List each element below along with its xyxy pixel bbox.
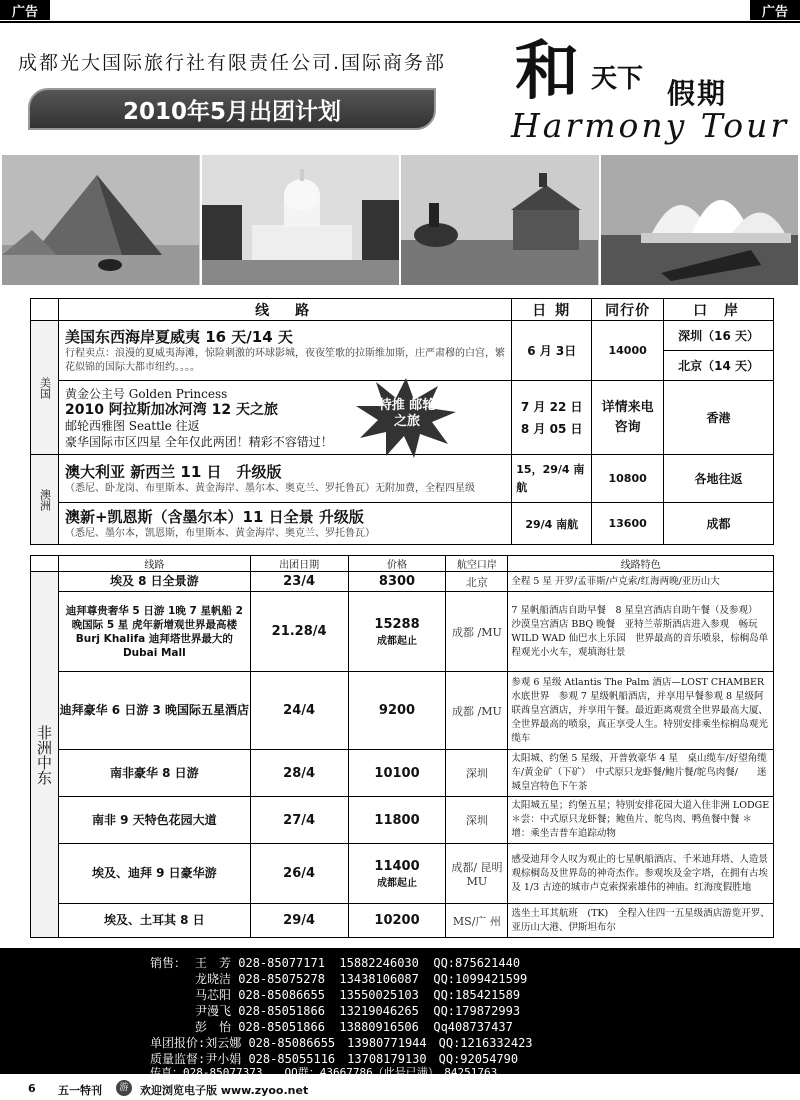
qq-group: QQ群：43667786（此号已满） 84251763 [284,1066,498,1079]
date-cell: 28/4 [250,750,348,797]
staff-mobile: 13880916506 [339,1020,419,1034]
date-cell: 29/4 南航 [512,503,592,545]
price-cell: 10200 [348,904,446,938]
price-cell: 11800 [348,797,446,844]
route-desc: （悉尼、墨尔本，凯恩斯，布里斯本、黄金海岸、奥克兰、罗托鲁瓦） [64,528,375,539]
header-airline-port: 航空口岸 [446,556,508,572]
staff-tel: 028-85086655 [238,988,325,1002]
staff-name: 马芯阳 [195,988,232,1002]
date-cell: 27/4 [250,797,348,844]
date-cell: 23/4 [250,572,348,592]
date-cell: 21.28/4 [250,592,348,672]
route-title: 澳新+凯恩斯（含墨尔本）11 日全景 升级版 [64,508,364,526]
region-usa: 美国 [31,321,59,455]
price-cell: 14000 [592,321,664,381]
staff-qq: Qq408737437 [433,1020,513,1034]
route-aus-cairns [58,503,511,545]
price-cell: 9200 [348,672,446,750]
header-price: 同行价 [592,299,664,321]
port-cell: 成都/ 昆明 MU [446,844,508,904]
staff-qq: QQ:179872993 [433,1004,521,1018]
port-cell: 成都 [664,503,774,545]
port-cell: 北京（14 天） [664,351,774,381]
table-africa-mideast [30,555,779,938]
price-cell: 详情来电咨询 [592,381,664,455]
ad-label-left: 广告 [0,0,50,20]
schedule-banner: 2010年5月出团计划 [28,88,436,130]
pyramid-photo [2,155,200,285]
staff-name: 彭 怡 [195,1020,232,1034]
features-cell: 感受迪拜令人叹为观止的七星帆船酒店、千米迪拜塔、人造景观棕榈岛及世界岛的神奇杰作。参观埃及金字塔，在拥有古埃及 1/3 古迹的城市卢克索探索雄伟的神庙。红海度假胜地 [508,844,774,904]
route-line: 邮轮西雅图 Seattle 往返 [64,418,200,433]
date-line: 7 月 22 日 [520,399,583,414]
price-note: 成都起止 [377,877,418,889]
price-cell: 13600 [592,503,664,545]
starburst-text: 特推 邮轮之旅 [378,398,436,429]
route-title: 2010 阿拉斯加冰河湾 12 天之旅 [64,401,279,418]
staff-tel: 028-85051866 [238,1004,325,1018]
logo-he: 和 [515,34,579,109]
staff-tel: 028-85075278 [238,972,325,986]
staff-mobile: 13438106087 [339,972,419,986]
ship-name: 黄金公主号 Golden Princess [64,386,228,401]
header-date: 日 期 [512,299,592,321]
staff-qq: QQ:185421589 [433,988,521,1002]
port-cell: 深圳 [446,797,508,844]
capitol-photo [202,155,400,285]
staff-name: 龙晓洁 [195,972,232,986]
route-title: 美国东西海岸夏威夷 16 天/14 天 [64,328,293,346]
route-usa-coast [58,321,511,381]
route-desc: 行程卖点：浪漫的夏威夷海滩，惊险刺激的环球影城，夜夜笙歌的拉斯维加斯，庄严肃穆的白宫，繁花似锦的国际大都市纽约。。。。 [64,348,505,373]
port-cell: 北京 [446,572,508,592]
route-name: 埃及、迪拜 9 日豪华游 [58,844,250,904]
route-name: 埃及、土耳其 8 日 [58,904,250,938]
date-cell: 15，29/4 南航 [512,455,592,503]
featured-cruise-starburst [356,378,456,458]
company-name: 成都光大国际旅行社有限责任公司.国际商务部 [18,52,447,74]
opera-house-photo [601,155,799,285]
harmony-tour-logo [505,20,795,155]
zyoo-logo-icon: 游 [116,1080,132,1096]
date-cell: 26/4 [250,844,348,904]
sales-contacts [0,948,800,1079]
ranch-photo [401,155,599,285]
route-name: 埃及 8 日全景游 [58,572,250,592]
route-name: 迪拜豪华 6 日游 3 晚国际五星酒店 [58,672,250,750]
photo-strip [2,155,798,285]
header-route: 线路 [58,556,250,572]
price-cell: 10800 [592,455,664,503]
port-cell: 香港 [664,381,774,455]
staff-row [195,1002,520,1019]
price-cell [348,592,446,672]
features-cell: 太阳城五星；约堡五星；特别安排花园大道入住非洲 LODGE ＊尝：中式原只龙虾餐；鲍鱼片、鸵鸟肉、鸭鱼餐中餐 ＊增：乘坐吉普车追踪动物 [508,797,774,844]
route-name: 迪拜尊贵奢华 5 日游 1晚 7 星帆船 2 晚国际 5 星 虎年新增观世界最高楼 Burj Khalifa 迪拜塔世界最大的 Dubai Mall [58,592,250,672]
features-cell: 参观 6 星级 Atlantis The Palm 酒店—LOST CHAMBER 水底世界 参观 7 星级帆船酒店，并享用早餐参观 8 星级阿联酋皇宫酒店，并享用午餐。最近距离观赏全世界最高大厦、全世界最高的喷泉，真正享受人生。特别安排乘坐棕榈岛观光缆车 [508,672,774,750]
website-link[interactable]: 欢迎浏览电子版 www.zyoo.net [140,1084,309,1097]
price-note: 成都起止 [377,635,418,647]
ad-label-right: 广告 [750,0,800,20]
staff-row [195,1018,513,1035]
price-value: 11400 [374,858,420,874]
price-cell: 8300 [348,572,446,592]
features-cell: 7 星帆船酒店自助早餐 8 星皇宫酒店自助午餐（及参观） 沙漠皇宫酒店 BBQ 晚餐 亚特兰蒂斯酒店进入参观 畅玩 WILD WAD 仙巴水上乐园 世界最高的音乐喷泉，棕榈岛单程观光小火车，观填海壮景 [508,592,774,672]
staff-row [195,970,527,987]
features-cell: 太阳城、约堡 5 星级、开普敦豪华 4 星 桌山缆车/好望角缆车/黄金矿（下矿） 中式原只龙虾餐/鲍片餐/鸵鸟肉餐/ 迷城皇宫特色下午茶 [508,750,774,797]
route-line: 豪华国际市区四星 全年仅此两团！精彩不容错过！ [64,434,333,449]
header-port: 口 岸 [664,299,774,321]
region-australia: 澳洲 [31,455,59,545]
logo-holiday: 假期 [667,77,728,110]
staff-row [195,954,520,971]
staff-tel: 028-85051866 [238,1020,325,1034]
logo-tianxia: 天下 [591,64,644,94]
date-cell: 6 月 3日 [512,321,592,381]
header-date: 出团日期 [250,556,348,572]
region-africa-mideast: 非洲中东 [31,572,59,938]
staff-name: 王 芳 [195,956,232,970]
route-name: 南非 9 天特色花园大道 [58,797,250,844]
staff-name: 尹漫飞 [195,1004,232,1018]
staff-mobile: 13219046265 [339,1004,419,1018]
quality-supervision: 质量监督:尹小娟 028-85055116 13708179130 QQ:92054790 [150,1052,519,1066]
port-cell: 各地往返 [664,455,774,503]
date-cell: 24/4 [250,672,348,750]
staff-qq: QQ:1099421599 [433,972,528,986]
price-value: 15288 [374,616,420,632]
features-cell: 选坐土耳其航班 (TK) 全程入住四一五星级酒店游览开罗、亚历山大港、伊斯坦布尔 [508,904,774,938]
page-number: 6 [28,1082,36,1095]
port-cell: MS/广 州 [446,904,508,938]
date-line: 8 月 05 日 [520,421,583,436]
port-cell: 成都 /MU [446,672,508,750]
price-cell: 10100 [348,750,446,797]
header-features: 线路特色 [508,556,774,572]
sales-label: 销售： [150,956,187,970]
port-cell: 深圳（16 天） [664,321,774,351]
price-cell [348,844,446,904]
features-cell: 全程 5 星 开罗/孟菲斯/卢克索/红海两晚/亚历山大 [508,572,774,592]
cell-blank [31,556,59,572]
header-route: 线 路 [58,299,511,321]
staff-qq: QQ:875621440 [433,956,521,970]
staff-tel: 028-85077171 [238,956,325,970]
port-cell: 深圳 [446,750,508,797]
route-title: 澳大利亚 新西兰 11 日 升级版 [64,463,282,481]
logo-english: Harmony Tour [511,106,790,145]
staff-mobile: 13550025103 [339,988,419,1002]
magazine-issue: 五一特刊 [58,1084,102,1097]
group-quote: 单团报价:刘云娜 028-85086655 13980771944 QQ:1216332423 [150,1036,533,1050]
route-aus-nz [58,455,511,503]
fax: 传真：028-85077373 [150,1066,263,1079]
route-desc: （悉尼、卧龙岗、布里斯本、黄金海岸、墨尔本、奥克兰、罗托鲁瓦）无附加费，全程四星级 [64,483,475,494]
page-footer [0,1078,800,1100]
port-cell: 成都 /MU [446,592,508,672]
header-price: 价格 [348,556,446,572]
staff-mobile: 15882246030 [339,956,419,970]
date-cell: 29/4 [250,904,348,938]
cell-blank [31,299,59,321]
route-name: 南非豪华 8 日游 [58,750,250,797]
staff-row [195,986,520,1003]
date-cell [512,381,592,455]
